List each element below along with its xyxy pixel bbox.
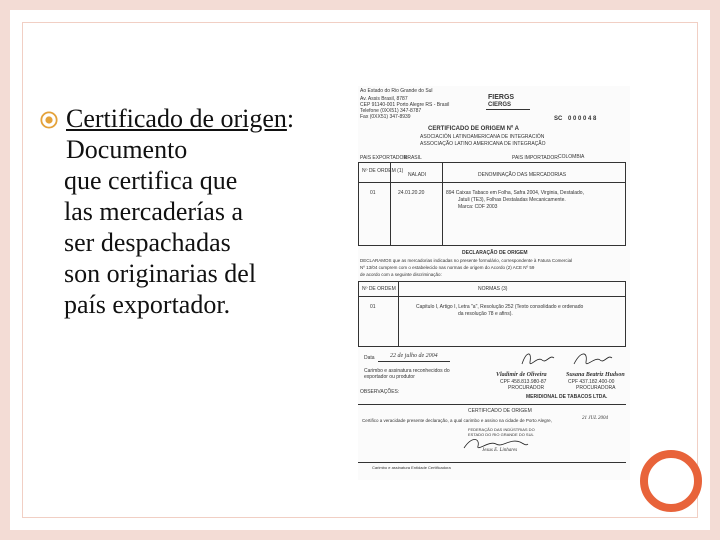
col-rules-header: NORMAS (3) (478, 286, 508, 292)
certification-stamp: ESTADO DO RIO GRANDE DO SUL (468, 432, 534, 437)
certification-footer: Carimbo e assinatura Entidade Certificadora (372, 465, 451, 470)
certification-date: 21 JUL 2004 (582, 416, 609, 421)
certifier-name: Jesus E. Linhares (482, 448, 518, 453)
certification-text: Certifico a veracidade presente declaração, a qual carimbo e assino na cidade de Porto Alegre, (362, 418, 552, 423)
definition-line: que certifica que (64, 166, 238, 195)
signature-2-icon (570, 346, 614, 370)
definition-line: las mercaderías a (64, 197, 244, 226)
stamp-label: exportador ou produtor (364, 374, 415, 380)
col-naladi-header: NALADI (408, 172, 427, 178)
slide-frame-right (710, 0, 720, 540)
definition-text (42, 165, 337, 320)
serial-label: SC (554, 116, 563, 122)
serial-number: 0 0 0 0 4 8 (568, 116, 597, 122)
declaration-text: DECLARAMOS que as mercadorias indicadas no presente formulário, correspondente à Fatura Comercial (360, 258, 573, 263)
sender-line: Fax (0XX51) 347-8939 (360, 114, 411, 120)
definition-line: país exportador. (64, 290, 231, 319)
export-country-label: PAIS EXPORTADOR: (360, 155, 409, 161)
decorative-circle-icon (640, 450, 702, 512)
rules-text: Capitulo I, Artigo I, Letra "a", Resolução 252 (Texto consolidado e ordenado (416, 304, 584, 310)
rules-text: da resolução 78 e afins). (458, 311, 513, 317)
association-name: ASOCIACIÓN LATINOAMERICANA DE INTEGRACIÓN (420, 134, 545, 140)
certificate-of-origin-image (358, 86, 630, 480)
row-description: Marca: CDF 2003 (458, 204, 498, 210)
association-name-pt: ASSOCIAÇÃO LATINO AMERICANA DE INTEGRAÇÃO (420, 141, 546, 147)
signer-2-id: CPF 437.182.400-00 (568, 379, 615, 385)
slide-frame-left (0, 0, 10, 540)
logo-underline (486, 109, 530, 110)
sun-bullet-icon (40, 111, 58, 129)
signer-2-name: Susana Beatriz Hudson (566, 372, 625, 378)
rules-order: 01 (370, 304, 376, 310)
signature-1-icon (518, 348, 558, 370)
fiergs-logo: FIERGS (488, 94, 515, 101)
declaration-title: DECLARAÇÃO DE ORIGEM (462, 250, 528, 256)
term-certificado-de-origen: Certificado de origen (66, 104, 287, 133)
date-value: 22 de julho de 2004 (390, 353, 438, 359)
signer-2-role: PROCURADORA (576, 385, 616, 391)
sender-line: Telefone (0XX51) 347-8787 (360, 108, 422, 114)
slide-frame-top (0, 0, 720, 10)
row-order: 01 (370, 190, 376, 196)
ciergs-logo: CIERGS (488, 102, 512, 108)
sender-line: Av. Assis Brasil, 8787 (360, 96, 408, 102)
certification-title: CERTIFICADO DE ORIGEM (468, 408, 532, 414)
import-country-label: PAIS IMPORTADOR: (512, 155, 560, 161)
row-naladi: 24.01.20.20 (398, 190, 425, 196)
definition-start: : Documento (66, 104, 295, 164)
bullet-point (42, 103, 337, 320)
signer-1-id: CPF 458.813.980-87 (500, 379, 547, 385)
declaration-text: Nº 13/04 cumprem com o estabelecido nas normas de origem do Acordo (2) ACE Nº 59 (360, 265, 535, 270)
signer-1-role: PROCURADOR (508, 385, 545, 391)
date-label: Data (364, 355, 375, 361)
export-country: BRASIL (404, 155, 422, 161)
definition-line: ser despachadas (64, 228, 231, 257)
certification-stamp: FEDERAÇÃO DAS INDÚSTRIAS DO (468, 427, 535, 432)
observations-label: OBSERVAÇÕES: (360, 389, 400, 395)
sender-line: Ao Estado do Rio Grande do Sul (360, 88, 433, 94)
row-description: Jatuli (TE3), Folhas Destaladas Mecanicamente. (458, 197, 566, 203)
signer-1-name: Vladimir de Oliveira (496, 372, 547, 378)
slide-frame-bottom (0, 530, 720, 540)
col-order-header: Nº DE ORDEM (1) (362, 168, 404, 174)
row-description: 894 Caixas Tabaco em Folha, Safra 2004, Virginia, Destalado, (446, 190, 584, 196)
import-country: COLOMBIA (558, 154, 585, 160)
company-name: MERIDIONAL DE TABACOS LTDA. (526, 394, 608, 400)
declaration-text: de acordo com a seguinte discriminação: (360, 272, 442, 277)
stamp-label: Carimbo e assinatura reconhecidos do (364, 368, 450, 374)
certificate-title: CERTIFICADO DE ORIGEM Nº A (428, 126, 519, 132)
sender-line: CEP 91140-001 Porto Alegre RS - Brasil (360, 102, 450, 108)
col-order-header-2: Nº DE ORDEM (362, 286, 396, 292)
definition-line: son originarias del (64, 259, 257, 288)
col-description-header: DENOMINAÇÃO DAS MERCADORIAS (478, 172, 567, 178)
